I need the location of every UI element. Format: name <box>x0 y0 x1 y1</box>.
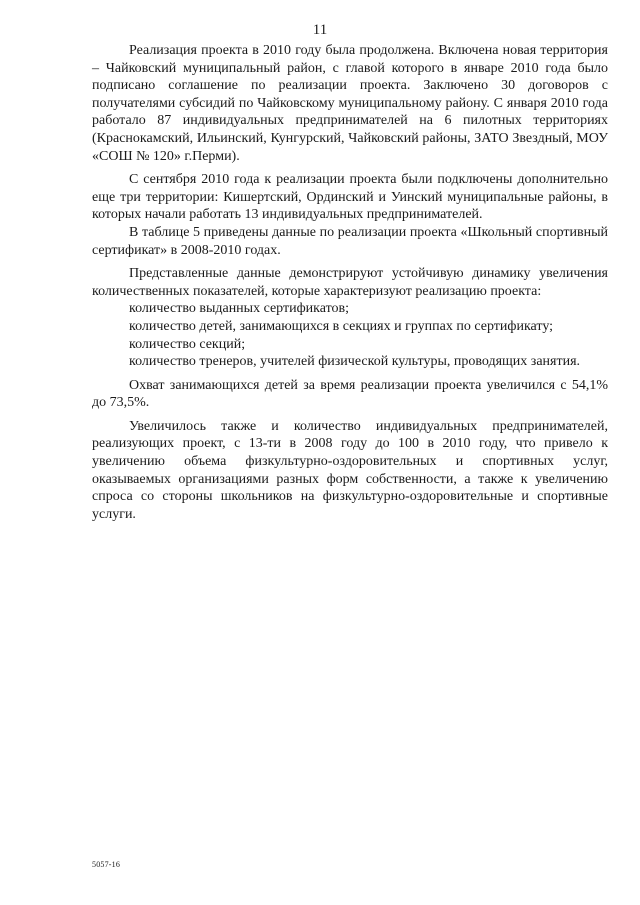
list-item-sections: количество секций; <box>129 336 246 352</box>
document-body <box>92 42 608 523</box>
paragraph-indicators-intro: Представленные данные демонстрируют устойчивую динамику увеличения количественных показателей, которые характеризуют реализацию проекта: <box>92 266 608 299</box>
paragraph-table-reference: В таблице 5 приведены данные по реализации проекта «Школьный спортивный сертификат» в 2008-2010 годах. <box>92 224 608 258</box>
paragraph-september-2010: С сентября 2010 года к реализации проекта были подключены дополнительно еще три территории: Кишертский, Ординский и Уинский муниципальные районы, в которых начали работать 13 индивидуальных предпринимателей. <box>92 172 608 223</box>
paragraph-project-2010: Реализация проекта в 2010 году была продолжена. Включена новая территория – Чайковский муниципальный район, с главой которого в январе 2010 года было подписано соглашение по реализации проекта. Заключено 30 договоров с получателями субсидий по Чайковскому муниципальному району. С января 2010 года работало 87 индивидуальных предпринимателей на 6 пилотных территориях (Краснокамский, Ильинский, Кунгурский, Чайковский районы, ЗАТО Звездный, МОУ «СОШ № 120» г.Перми). <box>92 43 608 164</box>
list-item-trainers: количество тренеров, учителей физической культуры, проводящих занятия. <box>129 354 581 370</box>
paragraph-entrepreneurs: Увеличилось также и количество индивидуальных предпринимателей, реализующих проект, с 13-ти в 2008 году до 100 в 2010 году, что привело к увеличению объема физкультурно-оздоровительных и спортивных услуг, оказываемых организациями разных форм собственности, а также к увеличению спроса со стороны школьников на физкультурно-оздоровительные и спортивные услуги. <box>92 418 608 522</box>
paragraph-coverage: Охват занимающихся детей за время реализации проекта увеличился с 54,1% до 73,5%. <box>92 377 608 411</box>
document-code: 5057-16 <box>92 860 121 869</box>
list-item-certificates: количество выданных сертификатов; <box>129 301 350 317</box>
page-number: 11 <box>312 22 328 38</box>
list-item-children: количество детей, занимающихся в секциях и группах по сертификату; <box>129 318 554 334</box>
